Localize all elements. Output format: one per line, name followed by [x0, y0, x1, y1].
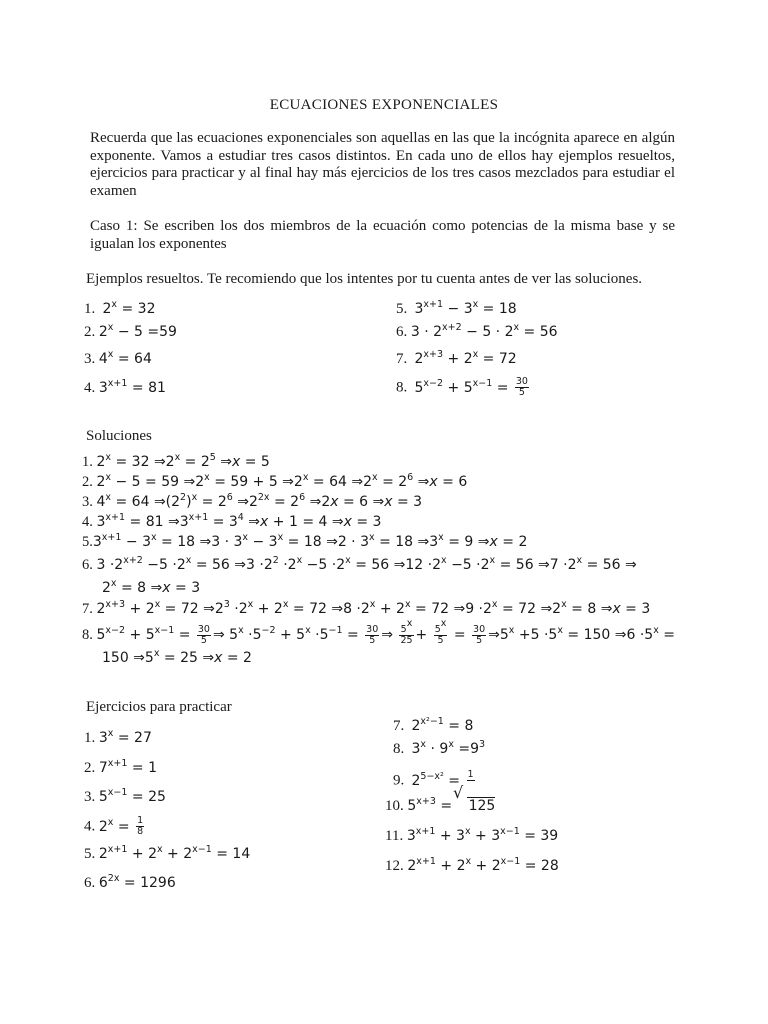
- item-number: 12.: [385, 858, 404, 874]
- item-number: 7.: [396, 351, 408, 367]
- practice-item: [393, 770, 477, 791]
- item-number: 8.: [396, 379, 408, 396]
- example-item: [84, 351, 152, 368]
- caso1-text: Caso 1: Se escriben los dos miembros de la ecuación como potencias de la misma base y se igualan los exponentes: [90, 218, 675, 252]
- item-number: 10.: [385, 798, 404, 814]
- item-number: 11.: [385, 828, 404, 844]
- solution-steps: $5^{x-2} + 5^{x-1}$ = $\frac{30}{5}$ ⇒ $5^x \cdot 5^{-2} + 5^x \cdot 5^{-1}$ = $\frac{30}{5}$ ⇒ $\frac{5^x}{25}$ + $\frac{5^x}{5}$ = $\frac{30}{5}$ $\Rightarrow 5^x +5 \cdot 5^x = 150$ ⇒6 $\cdot 5^x$ =: [96, 618, 675, 646]
- item-equation: $3 \cdot 2^{x+2} - 5 \cdot 2^x = 56$: [410, 322, 558, 340]
- solution-steps: $3 \cdot 2^{x+2} -5 \cdot 2^x = 56$ ⇒3 $\cdot 2^2 \cdot 2^x -5 \cdot 2^x = 56$ ⇒12 $\cdot 2^x -5 \cdot 2^x = 56$ ⇒7 $\cdot 2^x = 56$ ⇒: [96, 555, 637, 573]
- item-equation: $5^{x-1} = 25$: [98, 787, 166, 805]
- item-number: 6.: [82, 557, 93, 573]
- item-equation: $5^{x+3} = 125$ √: [407, 783, 496, 814]
- item-number: 7.: [393, 718, 405, 734]
- item-number: 8.: [82, 627, 93, 643]
- item-number: 1.: [84, 730, 96, 746]
- item-number: 5.: [84, 846, 96, 862]
- item-number: 1.: [82, 454, 93, 470]
- solution-steps: $2^{x+3} + 2^x = 72$ $\Rightarrow 2^3 \cdot 2^x + 2^x = 72$ ⇒8 $\cdot 2^x + 2^x = 72$ ⇒9 $\cdot 2^x = 72$ $\Rightarrow 2^x = 8$ ⇒x = 3: [96, 599, 651, 617]
- solution-item: [82, 514, 381, 531]
- item-number: 2.: [82, 474, 93, 490]
- item-equation: $2^{x+1} + 2^x + 2^{x-1} = 14$: [98, 844, 251, 862]
- item-equation: $5^{x-2} + 5^{x-1}$ = $\frac{30}{5}$: [414, 376, 528, 398]
- example-item: [84, 324, 177, 341]
- item-equation: $4^x = 64$: [98, 349, 152, 367]
- item-equation: $2^{x+1} + 2^x + 2^{x-1} = 28$: [407, 856, 559, 874]
- item-number: 8.: [393, 741, 405, 757]
- item-number: 7.: [82, 601, 93, 617]
- solution-item: [82, 557, 637, 574]
- solution-item: [82, 534, 527, 551]
- item-number: 1.: [84, 301, 96, 317]
- item-equation: $2^x = 32$: [102, 299, 156, 317]
- item-equation: $7^{x+1} = 1$: [98, 758, 157, 776]
- item-number: 5.: [396, 301, 408, 317]
- item-equation: $3^{x+1} - 3^x = 18$: [414, 299, 517, 317]
- solution-continuation: 150 $\Rightarrow 5^x = 25$ ⇒x = 2: [102, 648, 252, 666]
- item-equation: $2^x - 5 =59$: [98, 322, 177, 340]
- practice-item: [84, 875, 176, 892]
- caso1-paragraph: [90, 218, 675, 253]
- solution-item: [82, 474, 467, 491]
- solution-continuation: $2^x = 8$ ⇒x = 3: [102, 578, 201, 596]
- solution-steps: $4^x = 64$ $\Rightarrow(2^2)^x = 2^6$ $\Rightarrow 2^{2x} = 2^6$ ⇒2x = 6 ⇒x = 3: [96, 492, 423, 510]
- item-equation: $2^x$ = $\frac{1}{8}$: [98, 815, 144, 837]
- solution-steps: $2^x = 32$ $\Rightarrow 2^x = 2^5$ ⇒x = 5: [96, 452, 270, 470]
- item-equation: $2^{x^2-1} = 8$: [411, 716, 474, 734]
- example-item: [396, 301, 517, 318]
- solution-steps: $2^x - 5 = 59$ $\Rightarrow 2^x = 59 + 5$ $\Rightarrow 2^x = 64$ $\Rightarrow 2^x = 2^6$ ⇒x = 6: [96, 472, 468, 490]
- document-title: ECUACIONES EXPONENCIALES: [269, 97, 499, 113]
- ejemplos-heading: Ejemplos resueltos. Te recomiendo que los intentes por tu cuenta antes de ver las soluciones.: [86, 271, 643, 287]
- example-item: [84, 301, 156, 318]
- item-equation: $2^{5-x^2}$ = 1: [411, 769, 474, 789]
- practice-item: [385, 783, 496, 815]
- practice-item: [84, 789, 166, 806]
- item-number: 2.: [84, 324, 96, 340]
- item-number: 3.: [84, 351, 96, 367]
- intro-text: Recuerda que las ecuaciones exponenciales son aquellas en las que la incógnita aparece en algún exponente. Vamos a estudiar tres casos distintos. En cada uno de ellos hay ejemplos resueltos, ejercicios para practicar y al final hay más ejercicios de los tres casos mezclados para estudiar el examen: [90, 130, 675, 199]
- solution-steps: $3^{x+1} - 3^x = 18$ ⇒3 · $3^x - 3^x = 18$ ⇒2 · $3^x = 18$ $\Rightarrow 3^x = 9$ ⇒x = 2: [92, 532, 528, 550]
- item-number: 4.: [82, 514, 93, 530]
- solution-steps: $3^{x+1} = 81$ $\Rightarrow 3^{x+1} = 3^4$ ⇒x + 1 = 4 ⇒x = 3: [96, 512, 382, 530]
- example-item: [396, 324, 558, 341]
- item-number: 4.: [84, 818, 96, 835]
- practice-item: [84, 730, 152, 747]
- example-item: [396, 377, 531, 398]
- item-number: 3.: [82, 494, 93, 510]
- item-number: 4.: [84, 380, 96, 396]
- practice-item: [385, 828, 558, 845]
- solution-item: [82, 494, 422, 511]
- soluciones-heading: Soluciones: [86, 428, 152, 444]
- item-number: 5.: [82, 534, 93, 550]
- practice-item: [385, 858, 559, 875]
- solution-item: [82, 601, 650, 618]
- item-equation: $3^{x+1} = 81$: [98, 378, 166, 396]
- item-equation: $2^{x+3} + 2^x = 72$: [414, 349, 517, 367]
- item-number: 2.: [84, 760, 96, 776]
- practice-item: [393, 718, 473, 735]
- practice-item: [84, 816, 146, 837]
- solution-item: [82, 618, 675, 646]
- practice-item: [84, 760, 157, 777]
- item-number: 3.: [84, 789, 96, 805]
- practice-item: [84, 846, 250, 863]
- item-number: 9.: [393, 772, 405, 789]
- item-equation: $3^x \cdot 9^x =9^3$: [411, 739, 486, 757]
- item-equation: $3^x = 27$: [98, 728, 152, 746]
- example-item: [396, 351, 517, 368]
- item-equation: $6^{2x} = 1296$: [98, 873, 176, 891]
- practicar-heading: Ejercicios para practicar: [86, 699, 232, 715]
- example-item: [84, 380, 166, 397]
- item-number: 6.: [84, 875, 96, 891]
- solution-item: [82, 454, 270, 471]
- item-equation: $3^{x+1} + 3^x + 3^{x-1} = 39$: [406, 826, 559, 844]
- practice-item: [393, 741, 485, 758]
- item-number: 6.: [396, 324, 408, 340]
- intro-paragraph: [90, 130, 675, 200]
